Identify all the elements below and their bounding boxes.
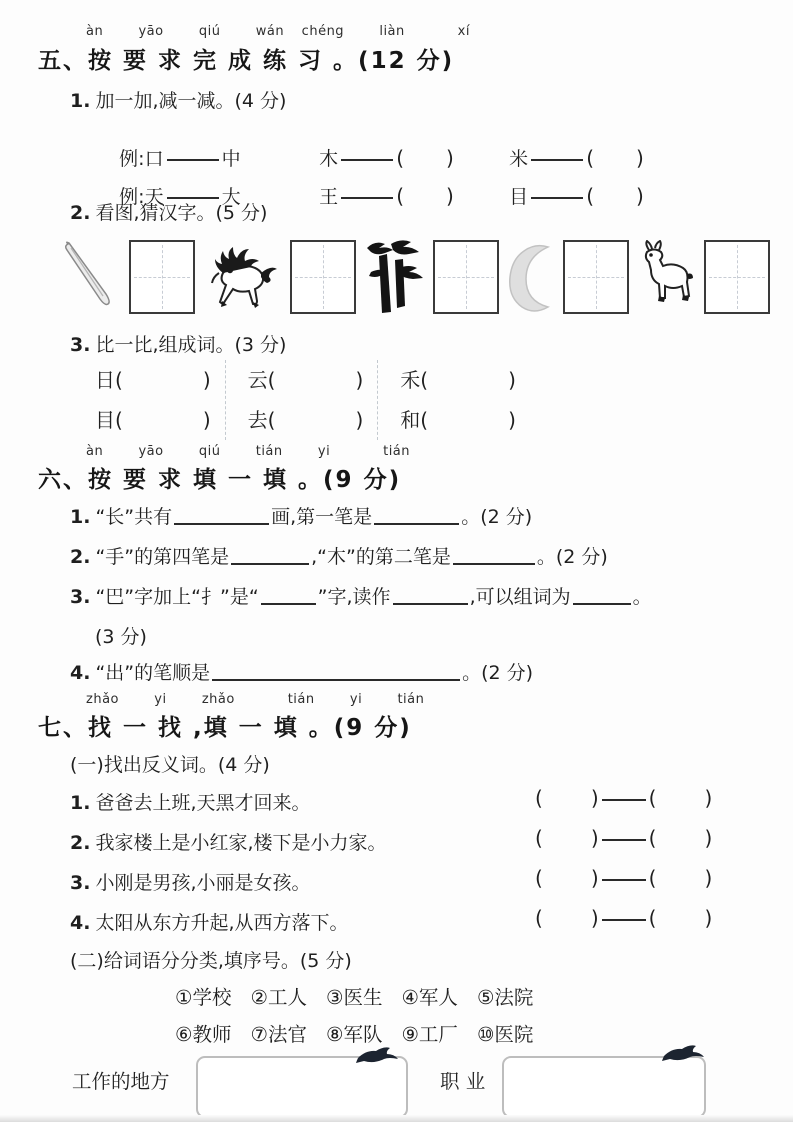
- sentence-text: 太阳从东方升起,从西方落下。: [95, 912, 349, 934]
- antonym-answer-pair: [535, 826, 712, 850]
- paren-close: ): [355, 368, 364, 392]
- paren-open: (: [535, 826, 543, 850]
- knife-image: [54, 238, 120, 316]
- word-fill-item: [400, 360, 516, 400]
- section7-title: 七、找 一 找 ,填 一 填 。(9 分): [38, 715, 412, 741]
- workplace-label: 工作的地方: [72, 1070, 170, 1093]
- q6-1-text: “长”共有: [95, 506, 173, 528]
- moon-image: [508, 241, 554, 313]
- paren-open: (: [420, 408, 429, 432]
- q6-3-text: “巴”字加上“扌”是“: [95, 586, 259, 608]
- q6-3: [70, 582, 652, 609]
- paren-close: ): [446, 184, 454, 208]
- paren-open: (: [535, 906, 543, 930]
- paren-open: (: [648, 786, 657, 810]
- connector-line: [602, 839, 646, 841]
- compare-char: 和: [400, 408, 421, 432]
- word-item: ④军人: [401, 986, 458, 1009]
- paren-close: ): [508, 408, 516, 432]
- q6-2-text: “手”的第四笔是: [95, 546, 230, 568]
- connector-line: [531, 197, 583, 199]
- answer-blank[interactable]: [374, 504, 459, 525]
- q6-1-text: 。(2 分): [461, 506, 533, 528]
- connector-line: [602, 799, 646, 801]
- paren-open: (: [535, 866, 543, 890]
- q6-4: [70, 658, 533, 685]
- section6-pinyin: àn yāo qiú tián yi tián: [86, 444, 411, 459]
- compare-char: 去: [247, 408, 268, 432]
- paren-close: ): [704, 906, 713, 930]
- connector-line: [341, 197, 393, 199]
- paren-open: (: [648, 906, 657, 930]
- q5-3-text: 比一比,组成词。(3 分): [95, 334, 287, 356]
- q6-2-number: 2.: [70, 546, 91, 568]
- paren-close: ): [636, 184, 644, 208]
- q6-4-text: “出”的笔顺是: [95, 662, 211, 684]
- q7-part1-label: (一)找出反义词。(4 分): [70, 754, 270, 776]
- word-fill-item: [95, 400, 211, 440]
- answer-blank[interactable]: [212, 660, 460, 681]
- bamboo-image: [365, 238, 425, 316]
- antonym-sentence-2: [70, 828, 775, 854]
- answer-blank[interactable]: [453, 544, 535, 565]
- paren-close: ): [704, 866, 713, 890]
- paren-close: ): [202, 368, 211, 392]
- q5-2-text: 看图,猜汉字。(5 分): [95, 202, 268, 224]
- section5-title: 五、按 要 求 完 成 练 习 。(12 分): [38, 48, 455, 74]
- antonym-sentence-1: [70, 788, 775, 814]
- answer-blank[interactable]: [261, 584, 316, 605]
- compare-column-3: [400, 360, 530, 440]
- source-char: 目: [509, 186, 529, 208]
- paren-open: (: [535, 786, 543, 810]
- answer-blank[interactable]: [393, 584, 468, 605]
- page-bottom-edge: [0, 1115, 793, 1122]
- q5-1-text: 加一加,减一减。(4 分): [95, 90, 287, 112]
- writing-box[interactable]: [290, 240, 356, 314]
- paren-open: (: [648, 826, 657, 850]
- antonym-sentence-4: [70, 908, 775, 934]
- paren-close: ): [355, 408, 364, 432]
- sentence-number: 4.: [70, 912, 91, 934]
- paren-close: ): [590, 906, 599, 930]
- compare-char: 目: [95, 408, 115, 432]
- fill-pair: [319, 182, 509, 209]
- q6-3-score: (3 分): [95, 626, 147, 648]
- paren-close: ): [590, 786, 599, 810]
- q6-4-text: 。(2 分): [462, 662, 534, 684]
- word-fill-item: [248, 360, 364, 400]
- fill-pair: [509, 182, 644, 209]
- answer-blank[interactable]: [573, 584, 631, 605]
- writing-box[interactable]: [129, 240, 195, 314]
- word-list-row2: [175, 1019, 533, 1047]
- antonym-answer-pair: [535, 786, 712, 810]
- answer-blank[interactable]: [174, 504, 269, 525]
- sentence-text: 爸爸去上班,天黑才回来。: [95, 792, 311, 814]
- q6-3-text: 。: [632, 586, 652, 608]
- paren-open: (: [396, 146, 404, 170]
- word-item: ⑩医院: [476, 1023, 534, 1046]
- compare-char: 禾: [400, 368, 421, 392]
- antonym-answer-pair: [535, 866, 712, 890]
- section5-pinyin: àn yāo qiú wán chéng liàn xí: [86, 24, 470, 39]
- q5-1-label: [70, 86, 286, 113]
- q5-3-number: 3.: [70, 334, 91, 356]
- paren-open: (: [586, 146, 594, 170]
- paren-open: (: [648, 866, 657, 890]
- answer-blank[interactable]: [231, 544, 309, 565]
- q6-2-text: ,“木”的第二笔是: [311, 546, 451, 568]
- paren-open: (: [420, 368, 429, 392]
- word-fill-item: [248, 400, 364, 440]
- q6-3-text: ,可以组词为: [469, 586, 571, 608]
- paren-open: (: [586, 184, 594, 208]
- writing-box[interactable]: [704, 240, 770, 314]
- compare-char: 日: [95, 368, 115, 392]
- compare-words-grid: [95, 360, 530, 440]
- compare-char: 云: [247, 368, 268, 392]
- word-fill-item: [95, 360, 211, 400]
- word-item: ⑤法院: [476, 986, 534, 1009]
- compare-column-2: [248, 360, 379, 440]
- example-char: 中: [221, 148, 241, 170]
- q6-2: [70, 542, 608, 569]
- sentence-number: 3.: [70, 872, 91, 894]
- word-item: ⑧军队: [325, 1023, 383, 1046]
- q6-4-number: 4.: [70, 662, 91, 684]
- word-fill-item: [400, 400, 516, 440]
- sentence-text: 小刚是男孩,小丽是女孩。: [95, 872, 311, 894]
- paren-open: (: [396, 184, 404, 208]
- picture-riddle-row: [54, 238, 770, 316]
- source-char: 木: [319, 148, 339, 170]
- section7-pinyin: zhǎo yi zhǎo tián yi tián: [86, 692, 425, 707]
- sentence-number: 1.: [70, 792, 91, 814]
- paren-close: ): [508, 368, 516, 392]
- source-char: 王: [319, 186, 339, 208]
- example-char: 例:天: [119, 186, 164, 208]
- paren-open: (: [115, 408, 123, 432]
- sentence-text: 我家楼上是小红家,楼下是小力家。: [95, 832, 387, 854]
- word-item: ③医生: [325, 986, 383, 1009]
- goat-image: [637, 240, 695, 314]
- writing-box[interactable]: [563, 240, 629, 314]
- connector-line: [602, 919, 646, 921]
- paren-close: ): [704, 826, 713, 850]
- q5-1-number: 1.: [70, 90, 91, 112]
- q6-1-number: 1.: [70, 506, 91, 528]
- antonym-answer-pair: [535, 906, 712, 930]
- q5-2-number: 2.: [70, 202, 91, 224]
- q6-3-text: ”字,读作: [317, 586, 391, 608]
- word-item: ⑨工厂: [401, 1023, 458, 1046]
- paren-close: ): [446, 146, 454, 170]
- paren-open: (: [267, 408, 276, 432]
- compare-column-1: [95, 360, 226, 440]
- antonym-sentence-3: [70, 868, 775, 894]
- q6-1: [70, 502, 532, 529]
- example-char: 大: [221, 186, 241, 208]
- q6-2-text: 。(2 分): [536, 546, 608, 568]
- q6-1-text: 画,第一笔是: [271, 506, 373, 528]
- word-item: ②工人: [250, 986, 307, 1009]
- source-char: 米: [509, 148, 529, 170]
- q7-part2-label: (二)给词语分分类,填序号。(5 分): [70, 950, 352, 972]
- example-char: 例:口: [119, 148, 164, 170]
- section6-title: 六、按 要 求 填 一 填 。(9 分): [38, 467, 402, 493]
- sentence-number: 2.: [70, 832, 91, 854]
- paren-close: ): [590, 826, 599, 850]
- bird-icon: [662, 1042, 704, 1066]
- word-item: ⑦法官: [250, 1023, 307, 1046]
- q5-3-label: [70, 330, 286, 357]
- horse-image: [203, 239, 281, 315]
- paren-close: ): [590, 866, 599, 890]
- word-item: ①学校: [175, 986, 232, 1009]
- writing-box[interactable]: [433, 240, 499, 314]
- paren-open: (: [115, 368, 123, 392]
- bird-icon: [356, 1044, 398, 1068]
- occupation-label: 职 业: [440, 1070, 486, 1093]
- connector-line: [602, 879, 646, 881]
- word-list-row1: [175, 982, 533, 1010]
- paren-open: (: [267, 368, 276, 392]
- q5-2-label: [70, 198, 267, 225]
- paren-close: ): [202, 408, 211, 432]
- word-item: ⑥教师: [175, 1023, 232, 1046]
- paren-close: ): [636, 146, 644, 170]
- paren-close: ): [704, 786, 713, 810]
- q6-3-number: 3.: [70, 586, 91, 608]
